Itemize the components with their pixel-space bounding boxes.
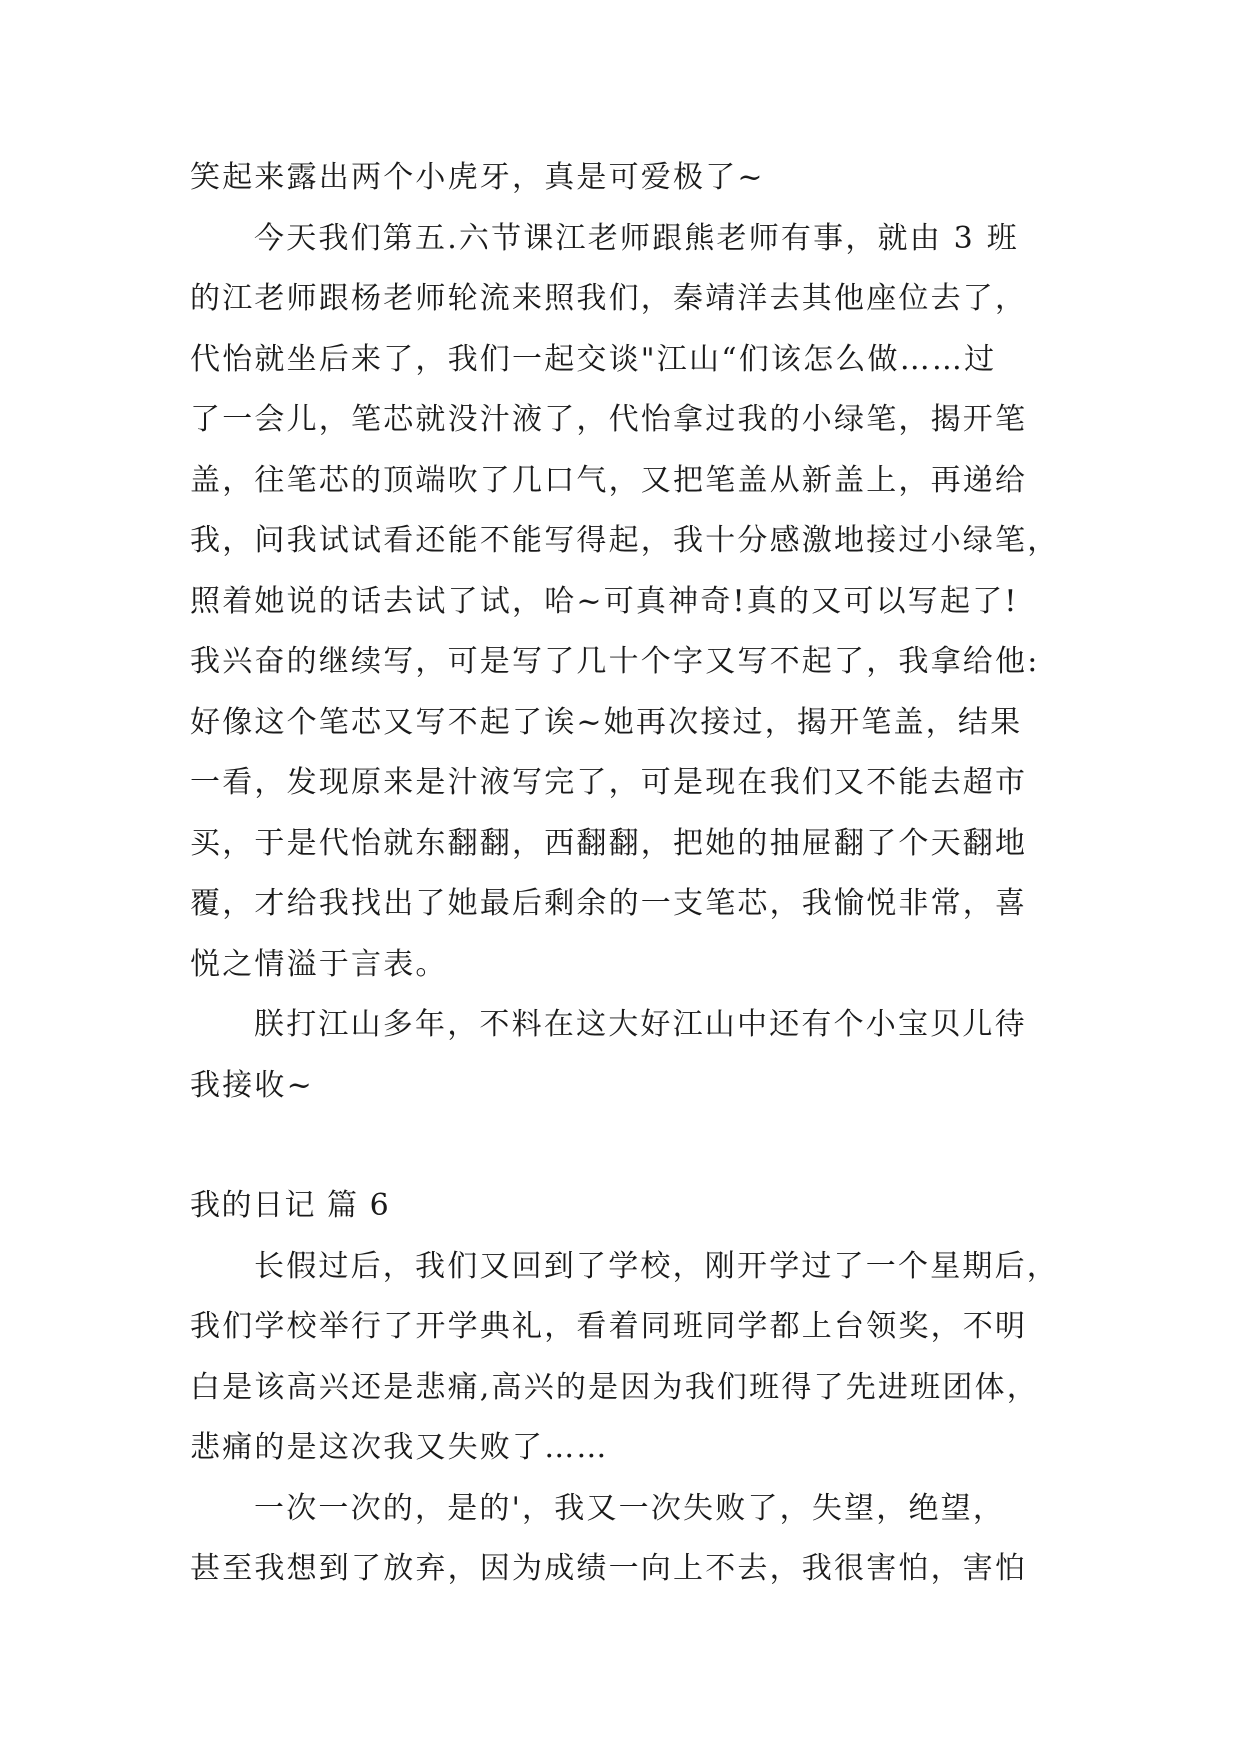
- text-line: 代怡就坐后来了，我们一起交谈"江山“们该怎么做……过: [190, 341, 997, 377]
- text-line: 笑起来露出两个小虎牙，真是可爱极了~: [190, 160, 765, 195]
- paragraph-start-line: 长假过后，我们又回到了学校，刚开学过了一个星期后，: [254, 1248, 1059, 1284]
- text-line: 我接收~: [190, 1067, 314, 1103]
- paragraph-start-line: 今天我们第五.六节课江老师跟熊老师有事，就由 3 班: [254, 220, 1019, 256]
- text-line: 好像这个笔芯又写不起了诶~她再次接过，揭开笔盖，结果: [190, 704, 1023, 740]
- text-line: 悦之情溢于言表。: [190, 946, 448, 982]
- diary-text: [190, 148, 1070, 1600]
- section-heading: 我的日记 篇 6: [190, 1188, 391, 1223]
- text-line: 盖，往笔芯的顶端吹了几口气，又把笔盖从新盖上，再递给: [190, 462, 1028, 498]
- text-line: 我，问我试试看还能不能写得起，我十分感激地接过小绿笔，: [190, 523, 1060, 558]
- text-line: 我们学校举行了开学典礼，看着同班同学都上台领奖，不明: [190, 1309, 1028, 1344]
- paragraph-start-line: 一次一次的，是的'，我又一次失败了，失望，绝望，: [254, 1490, 1006, 1526]
- text-line: 了一会儿，笔芯就没汁液了，代怡拿过我的小绿笔，揭开笔: [190, 402, 1028, 437]
- text-line: 白是该高兴还是悲痛,高兴的是因为我们班得了先进班团体，: [190, 1369, 1039, 1405]
- text-line: 的江老师跟杨老师轮流来照我们，秦靖洋去其他座位去了，: [190, 281, 1028, 316]
- text-line: 一看，发现原来是汁液写完了，可是现在我们又不能去超市: [190, 765, 1028, 800]
- text-line: 悲痛的是这次我又失败了……: [190, 1430, 609, 1465]
- text-line: 覆，才给我找出了她最后剩余的一支笔芯，我愉悦非常，喜: [190, 886, 1028, 921]
- text-line: 照着她说的话去试了试，哈~可真神奇!真的又可以写起了!: [190, 583, 1019, 619]
- paragraph-start-line: 朕打江山多年，不料在这大好江山中还有个小宝贝儿待: [254, 1007, 1027, 1042]
- text-line: 买，于是代怡就东翻翻，西翻翻，把她的抽屉翻了个天翻地: [190, 825, 1028, 861]
- text-line: 甚至我想到了放弃，因为成绩一向上不去，我很害怕，害怕: [190, 1551, 1028, 1586]
- text-line: 我兴奋的继续写，可是写了几十个字又写不起了，我拿给他:: [190, 644, 1040, 679]
